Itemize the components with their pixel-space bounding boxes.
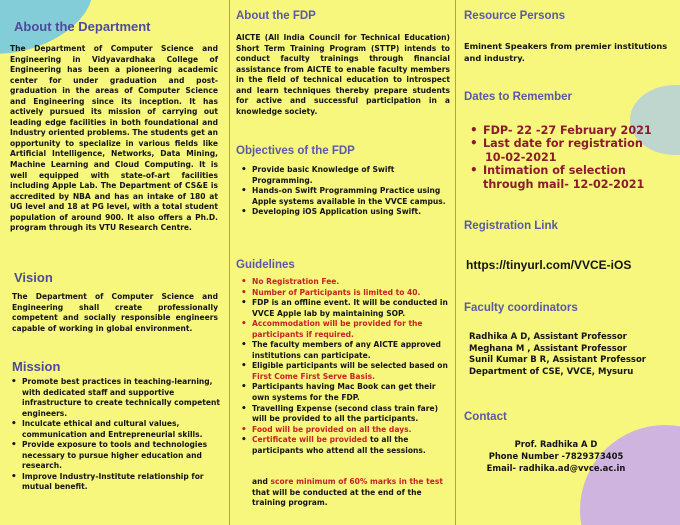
list-item: • Improve Industry-Institute relationship for mutual benefit. <box>22 472 225 493</box>
registration-heading: Registration Link <box>464 220 558 232</box>
list-item: Sunil Kumar B R, Assistant Professor <box>469 355 646 366</box>
guideline-text: to all the participants who attend all the sessions. <box>252 435 426 455</box>
faculty-coordinators-list <box>469 332 674 378</box>
list-item: • Participants having Mac Book can get their own systems for the FDP. <box>252 382 449 403</box>
list-item: Department of CSE, VVCE, Mysuru <box>469 366 634 377</box>
list-item: • Provide exposure to tools and technologies necessary to pursue higher education and research. <box>22 440 225 472</box>
list-item <box>252 435 449 456</box>
about-department-text: The Department of Computer Science and Engineering in Vidyavardhaka College of Engineering has been a pioneering academic center for under graduation and post-graduation in the areas of Computer Science and Engineering since its inception. It has actively pursued its mission of carrying out leading edge facilities in both foundational and Industry oriented problems. The students get an opportunity to specialize in various fields like Artificial Intelligence, Networks, Data Mining, Machine Learning and Cloud Computing. It is well equipped with state-of-art facilities including Apple Lab. The Department of CS&E is accredited by NBA and has an intake of 180 at UG level and 18 at PG level, with a total student population of around 900. It also offers a Ph.D. program through its VTU Research Centre. <box>10 44 218 233</box>
list-item: • Accommodation will be provided for the participants if required. <box>252 319 449 340</box>
date-value: 10-02-2021 <box>485 150 557 164</box>
list-item: • Travelling Expense (second class train fare) will be provided to all the participants. <box>252 404 449 425</box>
guideline-text: and <box>252 477 271 486</box>
guideline-highlight: First Come First Serve Basis. <box>252 371 375 381</box>
contact-name: Prof. Radhika A D <box>514 439 598 449</box>
list-item <box>483 137 677 164</box>
list-item: • Developing iOS Application using Swift. <box>252 207 449 218</box>
list-item: • Inculcate ethical and cultural values, communication and Entrepreneurial skills. <box>22 419 225 440</box>
list-item: • Intimation of selection through mail- 12-02-2021 <box>483 164 677 191</box>
dates-heading: Dates to Remember <box>464 91 573 103</box>
contact-phone: Phone Number -7829373405 <box>488 451 624 461</box>
list-item: • No Registration Fee. <box>252 277 449 288</box>
guidelines-heading: Guidelines <box>236 259 295 271</box>
list-item <box>252 361 449 382</box>
guideline-highlight: score minimum of 60% marks in the test <box>270 477 443 486</box>
list-item: • Food will be provided on all the days. <box>252 425 449 436</box>
right-column <box>456 0 680 525</box>
about-department-heading: About the Department <box>14 19 151 34</box>
contact-heading: Contact <box>464 411 507 423</box>
faculty-coordinators-heading: Faculty coordinators <box>464 302 578 314</box>
guideline-text: that will be conducted at the end of the training program. <box>252 487 422 508</box>
objectives-list <box>252 165 449 218</box>
list-item: Meghana M , Assistant Professor <box>469 343 627 354</box>
guideline-highlight: Certificate will be provided <box>252 435 368 445</box>
mission-list <box>22 377 225 493</box>
mission-heading: Mission <box>12 359 61 374</box>
left-column <box>0 0 229 525</box>
about-fdp-heading: About the FDP <box>236 10 316 22</box>
contact-email[interactable]: Email- radhika.ad@vvce.ac.in <box>486 463 626 473</box>
middle-column <box>229 0 456 525</box>
list-item: • Hands-on Swift Programming Practice using Apple systems available in the VVCE campus. <box>252 186 449 207</box>
about-fdp-text: AICTE (All India Council for Technical Education) Short Term Training Program (STTP) intends to conduct faculty trainings through financial assistance from AICTE to enable faculty members in the field of technical education to introspect and learn techniques thereby prepare students for active and successful participation in a knowledge society. <box>236 33 450 116</box>
resource-persons-heading: Resource Persons <box>464 10 565 22</box>
dates-list <box>483 124 677 191</box>
list-item: • Promote best practices in teaching-learning, with dedicated staff and supportive infrastructure to create technically competent engineers. <box>22 377 225 419</box>
list-item: • The faculty members of any AICTE approved institutions can participate. <box>252 340 449 361</box>
guidelines-list <box>252 277 449 456</box>
vision-heading: Vision <box>14 270 53 285</box>
guidelines-continuation <box>252 477 449 509</box>
list-item: • FDP- 22 -27 February 2021 <box>483 124 677 137</box>
list-item: • FDP is an offline event. It will be conducted in VVCE Apple lab by maintaining SOP. <box>252 298 449 319</box>
resource-persons-text: Eminent Speakers from premier institutions and industry. <box>464 41 668 63</box>
date-label: Last date for registration <box>483 137 643 151</box>
objectives-heading: Objectives of the FDP <box>236 145 355 157</box>
guideline-text: Eligible participants will be selected based on <box>252 361 448 371</box>
contact-block <box>456 438 656 474</box>
vision-text: The Department of Computer Science and Engineering shall create professionally competent and socially responsible engineers capable of working in global environment. <box>12 292 218 333</box>
list-item: • Number of Participants is limited to 40. <box>252 288 449 299</box>
registration-link[interactable]: https://tinyurl.com/VVCE-iOS <box>466 258 632 272</box>
list-item: Radhika A D, Assistant Professor <box>469 332 627 342</box>
list-item: • Provide basic Knowledge of Swift Programming. <box>252 165 449 186</box>
